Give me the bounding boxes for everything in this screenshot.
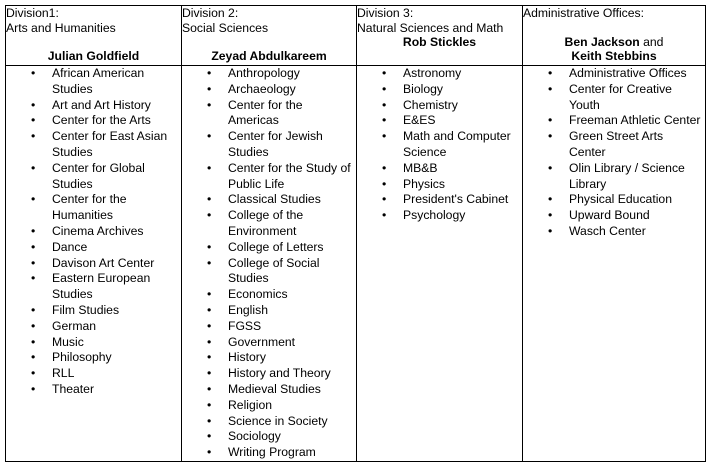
list-item: • Center for East Asian Studies	[6, 129, 179, 161]
list-item: • College of Letters	[182, 240, 354, 256]
list-item: • Center for the Americas	[182, 98, 354, 130]
list-item: • Biology	[357, 82, 520, 98]
list-item: • Classical Studies	[182, 192, 354, 208]
list-item: • Sociology	[182, 429, 354, 445]
list-item: • Center for the Arts	[6, 113, 179, 129]
list-item: • Science in Society	[182, 414, 354, 430]
division-3-header	[357, 6, 523, 66]
list-item: • Medieval Studies	[182, 382, 354, 398]
admin-offices-list	[523, 66, 705, 240]
division-1-list	[6, 66, 181, 398]
list-item: • History	[182, 350, 354, 366]
list-item: • African American Studies	[6, 66, 179, 98]
list-item: • Art and Art History	[6, 98, 179, 114]
division-3-title: Division 3: Natural Sciences and Math	[357, 6, 504, 35]
admin-offices-header	[523, 6, 706, 66]
list-item: • Wasch Center	[523, 224, 703, 240]
division-1-head: Julian Goldfield	[47, 49, 140, 63]
list-item: • Astronomy	[357, 66, 520, 82]
list-item: • Administrative Offices	[523, 66, 703, 82]
division-2-header	[182, 6, 357, 66]
list-item: • MB&B	[357, 161, 520, 177]
list-item: • English	[182, 303, 354, 319]
list-item: • Green Street Arts Center	[523, 129, 703, 161]
list-item: • Theater	[6, 382, 179, 398]
division-2-list-cell	[182, 66, 357, 462]
list-item: • Davison Art Center	[6, 256, 179, 272]
header-row	[6, 6, 706, 66]
admin-head-1: Ben Jackson	[564, 34, 640, 49]
list-item: • College of the Environment	[182, 208, 354, 240]
list-item: • Physics	[357, 177, 520, 193]
list-item: • Writing Program	[182, 445, 354, 461]
division-2-title: Division 2: Social Sciences	[182, 6, 269, 35]
list-item: • Cinema Archives	[6, 224, 179, 240]
list-item: • Olin Library / Science Library	[523, 161, 703, 193]
admin-offices-title: Administrative Offices:	[523, 6, 645, 20]
division-table	[5, 5, 706, 462]
division-1-title: Division1: Arts and Humanities	[6, 6, 116, 35]
list-item: • Center for the Study of Public Life	[182, 161, 354, 193]
division-2-head: Zeyad Abdulkareem	[211, 49, 327, 63]
list-item: • Religion	[182, 398, 354, 414]
admin-offices-list-cell	[523, 66, 706, 462]
list-item: • Economics	[182, 287, 354, 303]
list-item: • Film Studies	[6, 303, 179, 319]
list-item: • Government	[182, 335, 354, 351]
list-item: • Center for Global Studies	[6, 161, 179, 193]
admin-heads	[523, 35, 705, 50]
list-item: • Physical Education	[523, 192, 703, 208]
division-2-list	[182, 66, 356, 461]
list-item: • RLL	[6, 366, 179, 382]
admin-heads-joiner: and	[643, 34, 664, 49]
list-item: • E&ES	[357, 113, 520, 129]
list-item: • History and Theory	[182, 366, 354, 382]
list-item: • Upward Bound	[523, 208, 703, 224]
list-item: • Center for Jewish Studies	[182, 129, 354, 161]
list-item: • Eastern European Studies	[6, 271, 179, 303]
list-item: • Archaeology	[182, 82, 354, 98]
list-item: • Freeman Athletic Center	[523, 113, 703, 129]
list-item: • Math and Computer Science	[357, 129, 520, 161]
list-item: • President's Cabinet	[357, 192, 520, 208]
admin-head-2: Keith Stebbins	[571, 49, 657, 63]
list-item: • German	[6, 319, 179, 335]
list-item: • Music	[6, 335, 179, 351]
division-1-list-cell	[6, 66, 182, 462]
list-item: • Philosophy	[6, 350, 179, 366]
division-3-list-cell	[357, 66, 523, 462]
list-row	[6, 66, 706, 462]
division-3-head: Rob Stickles	[402, 35, 477, 49]
list-item: • College of Social Studies	[182, 256, 354, 288]
list-item: • Dance	[6, 240, 179, 256]
list-item: • FGSS	[182, 319, 354, 335]
division-1-header	[6, 6, 182, 66]
list-item: • Center for Creative Youth	[523, 82, 703, 114]
list-item: • Center for the Humanities	[6, 192, 179, 224]
list-item: • Anthropology	[182, 66, 354, 82]
division-3-list	[357, 66, 522, 224]
list-item: • Chemistry	[357, 98, 520, 114]
list-item: • Psychology	[357, 208, 520, 224]
